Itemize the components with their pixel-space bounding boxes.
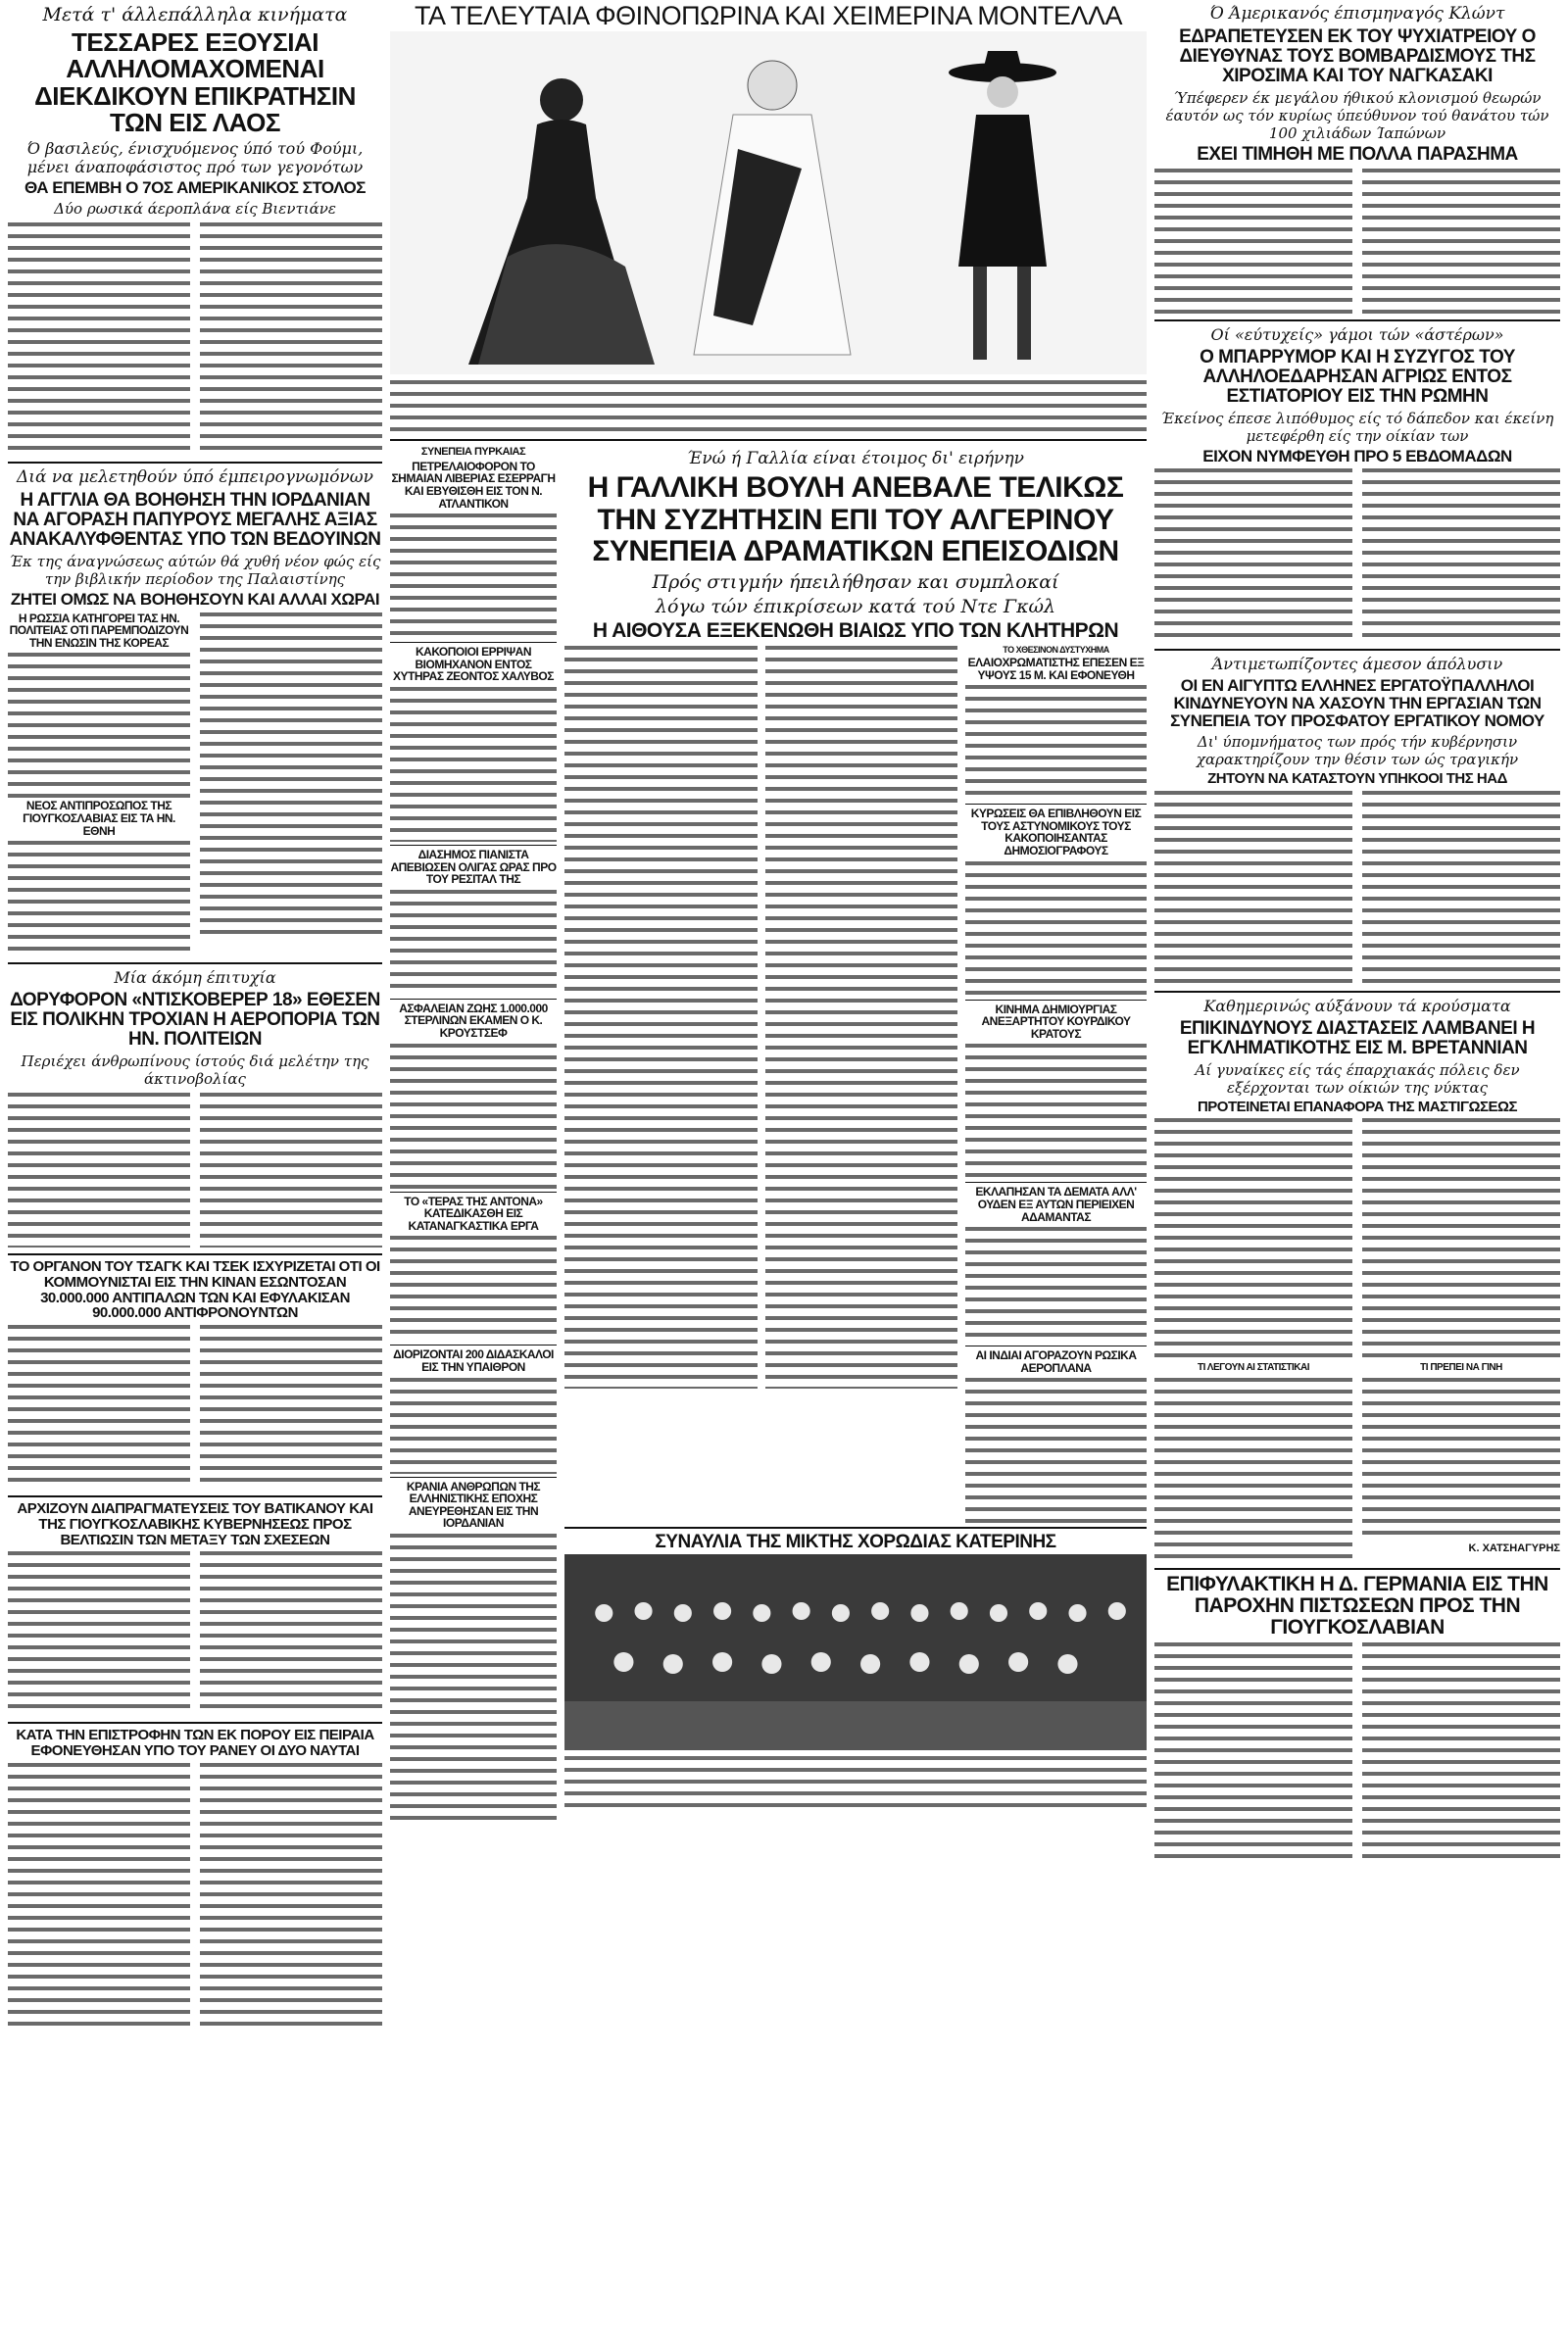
subhead-fleet: ΘΑ ΕΠΕΜΒΗ Ο 7ΟΣ ΑΜΕΡΙΚΑΝΙΚΟΣ ΣΤΟΛΟΣ: [24, 178, 366, 198]
headline-jordan: Η ΑΓΓΛΙΑ ΘΑ ΒΟΗΘΗΣΗ ΤΗΝ ΙΟΡΔΑΝΙΑΝ ΝΑ ΑΓΟΡΑΣΗ ΠΑΠΥΡΟΥΣ ΜΕΓΑΛΗΣ ΑΞΙΑΣ ΑΝΑΚΑΛΥΦΘΕΝΤΑΣ ΥΠΟ ΤΩΝ ΒΕΔΟΥΙΝΩΝ: [9, 490, 381, 550]
deck-satellite: Περιέχει άνθρωπίνους ίστούς διά μελέτην της άκτινοβολίας: [21, 1052, 369, 1089]
left-column: [8, 0, 382, 2349]
article-body: [200, 220, 382, 456]
article-body: [1154, 1116, 1352, 1361]
article-body: [965, 1042, 1147, 1179]
kicker-stars: Οί «εύτυχείς» γάμοι τών «άστέρων»: [1210, 324, 1504, 344]
article-body: [390, 1042, 557, 1189]
article-body: [8, 1761, 190, 2026]
headline-fashion: ΤΑ ΤΕΛΕΥΤΑΙΑ ΦΘΙΝΟΠΩΡΙΝΑ ΚΑΙ ΧΕΙΜΕΡΙΝΑ ΜΟΝΤΕΛΛΑ: [415, 1, 1122, 30]
article-body: [200, 1323, 382, 1490]
kicker-main: Ένώ ή Γαλλία είναι έτοιμος δι' ειρήνην: [687, 449, 1024, 469]
fashion-photo: [390, 31, 1147, 374]
deck-jordan: Έκ της άναγνώσεως αύτών θά χυθή νέον φώς είς την βιβλικήν περίοδον της Παλαιστίνης: [9, 552, 381, 588]
headline-satellite: ΔΟΡΥΦΟΡΟΝ «ΝΤΙΣΚΟΒΕΡΕΡ 18» ΕΘΕΣΕΝ ΕΙΣ ΠΟΛΙΚΗΝ ΤΡΟΧΙΑΝ Η ΑΕΡΟΠΟΡΙΑ ΤΩΝ ΗΝ. ΠΟΛΙΤΕΙΩΝ: [10, 990, 380, 1051]
headline-barrymore: Ο ΜΠΑΡΡΥΜΟΡ ΚΑΙ Η ΣΥΖΥΓΟΣ ΤΟΥ ΑΛΛΗΛΟΕΔΑΡΗΣΑΝ ΑΓΡΙΩΣ ΕΝΤΟΣ ΕΣΤΙΑΤΟΡΙΟΥ ΕΙΣ ΤΗΝ ΡΩΜΗΝ: [1200, 346, 1515, 407]
headline-industrialist: ΚΑΚΟΠΟΙΟΙ ΕΡΡΙΨΑΝ ΒΙΟΜΗΧΑΝΟΝ ΕΝΤΟΣ ΧΥΤΗΡΑΣ ΖΕΟΝΤΟΣ ΧΑΛΥΒΟΣ: [393, 645, 554, 684]
subhead-jordan: ΖΗΤΕΙ ΟΜΩΣ ΝΑ ΒΟΗΘΗΣΟΥΝ ΚΑΙ ΑΛΛΑΙ ΧΩΡΑΙ: [10, 589, 380, 609]
kicker-claude: Ό Άμερικανός έπισμηναγός Κλώντ: [1209, 4, 1505, 24]
subhead-flogging: ΠΡΟΤΕΙΝΕΤΑΙ ΕΠΑΝΑΦΟΡΑ ΤΗΣ ΜΑΣΤΙΓΩΣΕΩΣ: [1197, 1098, 1518, 1115]
article-body: [8, 651, 190, 798]
headline-main-2: Η ΑΙΘΟΥΣΑ ΕΞΕΚΕΝΩΘΗ ΒΙΑΙΩΣ ΥΠΟ ΤΩΝ ΚΛΗΤΗΡΩΝ: [592, 618, 1119, 642]
article-body: [390, 685, 557, 842]
headline-germany: ΕΠΙΦΥΛΑΚΤΙΚΗ Η Δ. ΓΕΡΜΑΝΙΑ ΕΙΣ ΤΗΝ ΠΑΡΟΧΗΝ ΠΙΣΤΩΣΕΩΝ ΠΡΟΣ ΤΗΝ ΓΙΟΥΓΚΟΣΛΑΒΙΑΝ: [1166, 1572, 1548, 1639]
center-sub-left: [390, 445, 557, 1826]
article-body: [390, 512, 557, 639]
article-body: [965, 859, 1147, 997]
kicker-crime: Καθημερινώς αύξάνουν τά κρούσματα: [1203, 996, 1511, 1015]
article-body: [1362, 167, 1560, 314]
headline-kurdish: ΚΙΝΗΜΑ ΔΗΜΙΟΥΡΓΙΑΣ ΑΝΕΞΑΡΤΗΤΟΥ ΚΟΥΡΔΙΚΟΥ ΚΡΑΤΟΥΣ: [981, 1002, 1131, 1041]
byline: Κ. ΧΑΤΣΗΑΓΥΡΗΣ: [1468, 1542, 1560, 1554]
deck-hiroshima: Ύπέφερεν έκ μεγάλου ήθικού κλονισμού θεωρών έαυτόν ως τόν κυρίως ύπεύθυνον τού θανάτου τών 100 χιλιάδων Ίαπώνων: [1165, 88, 1549, 142]
article-body: [390, 1532, 557, 1826]
headline-laos: ΤΕΣΣΑΡΕΣ ΕΞΟΥΣΙΑΙ ΑΛΛΗΛΟΜΑΧΟΜΕΝΑΙ ΔΙΕΚΔΙΚΟΥΝ ΕΠΙΚΡΑΤΗΣΙΝ ΤΩΝ ΕΙΣ ΛΑΟΣ: [34, 27, 356, 137]
headline-monster: ΤΟ «ΤΕΡΑΣ ΤΗΣ ΑΝΤΟΝΑ» ΚΑΤΕΔΙΚΑΣΘΗ ΕΙΣ ΚΑΤΑΝΑΓΚΑΣΤΙΚΑ ΕΡΓΑ: [404, 1194, 543, 1233]
article-body: [965, 1376, 1147, 1523]
headline-india: ΑΙ ΙΝΔΙΑΙ ΑΓΟΡΑΖΟΥΝ ΡΩΣΙΚΑ ΑΕΡΟΠΛΑΝΑ: [975, 1348, 1137, 1375]
headline-sailors: ΚΑΤΑ ΤΗΝ ΕΠΙΣΤΡΟΦΗΝ ΤΩΝ ΕΚ ΠΟΡΟΥ ΕΙΣ ΠΕΙΡΑΙΑ ΕΦΟΝΕΥΘΗΣΑΝ ΥΠΟ ΤΟΥ ΡΑΝΕΥ ΟΙ ΔΥΟ ΝΑΥΤΑΙ: [16, 1727, 374, 1760]
headline-teachers: ΔΙΟΡΙΖΟΝΤΑΙ 200 ΔΙΔΑΣΚΑΛΟΙ ΕΙΣ ΤΗΝ ΥΠΑΙΘΡΟΝ: [393, 1347, 554, 1374]
article-body: [1154, 1640, 1352, 1866]
headline-china: ΤΟ ΟΡΓΑΝΟΝ ΤΟΥ ΤΣΑΓΚ ΚΑΙ ΤΣΕΚ ΙΣΧΥΡΙΖΕΤΑΙ ΟΤΙ ΟΙ ΚΟΜΜΟΥΝΙΣΤΑΙ ΕΙΣ ΤΗΝ ΚΙΝΑΝ ΕΣΩΝΤΟΣΑΝ 30.000.000 ΑΝΤΙΠΑΛΩΝ ΤΩΝ ΚΑΙ ΕΦΥΛΑΚΙΣΑΝ 90.000.000 ΑΝΤΙΦΡΟΝΟΥΝΤΩΝ: [10, 1258, 380, 1322]
headline-police: ΚΥΡΩΣΕΙΣ ΘΑ ΕΠΙΒΛΗΘΟΥΝ ΕΙΣ ΤΟΥΣ ΑΣΤΥΝΟΜΙΚΟΥΣ ΤΟΥΣ ΚΑΚΟΠΟΙΗΣΑΝΤΑΣ ΔΗΜΟΣΙΟΓΡΑΦΟΥΣ: [970, 807, 1142, 857]
article-body: [1362, 1376, 1560, 1542]
article-body: [8, 1549, 190, 1716]
deck-laos: Ό βασιλεύς, ένισχυόμενος ύπό τού Φούμι, μένει άναποφάσιστος πρό των γεγονότων: [26, 139, 364, 177]
kicker-accident: ΤΟ ΧΘΕΣΙΝΟΝ ΔΥΣΤΥΧΗΜΑ: [1003, 644, 1109, 655]
article-body: [965, 683, 1147, 801]
main-story: [564, 445, 1147, 1826]
article-body: [765, 644, 958, 1389]
subhead-medals: ΕΧΕΙ ΤΙΜΗΘΗ ΜΕ ΠΟΛΛΑ ΠΑΡΑΣΗΜΑ: [1197, 143, 1518, 165]
choir-image: [564, 1554, 1147, 1750]
headline-korea: Η ΡΩΣΣΙΑ ΚΑΤΗΓΟΡΕΙ ΤΑΣ ΗΝ. ΠΟΛΙΤΕΙΑΣ ΟΤΙ ΠΑΡΕΜΠΟΔΙΖΟΥΝ ΤΗΝ ΕΝΩΣΙΝ ΤΗΣ ΚΟΡΕΑΣ: [9, 611, 189, 650]
article-body: [200, 1091, 382, 1248]
article-body: [1362, 1116, 1560, 1361]
headline-insurance: ΑΣΦΑΛΕΙΑΝ ΖΩΗΣ 1.000.000 ΣΤΕΡΛΙΝΩΝ ΕΚΑΜΕΝ Ο Κ. ΚΡΟΥΣΤΣΕΦ: [399, 1001, 548, 1041]
article-body: [1362, 466, 1560, 643]
headline-skulls: ΚΡΑΝΙΑ ΑΝΘΡΩΠΩΝ ΤΗΣ ΕΛΛΗΝΙΣΤΙΚΗΣ ΕΠΟΧΗΣ ΑΝΕΥΡΕΘΗΣΑΝ ΕΙΣ ΤΗΝ ΙΟΡΔΑΝΙΑΝ: [406, 1479, 541, 1531]
headline-concert: ΣΥΝΑΥΛΙΑ ΤΗΣ ΜΙΚΤΗΣ ΧΟΡΩΔΙΑΣ ΚΑΤΕΡΙΝΗΣ: [655, 1532, 1056, 1553]
subhead-married: ΕΙΧΟΝ ΝΥΜΦΕΥΘΗ ΠΡΟ 5 ΕΒΔΟΜΑΔΩΝ: [1202, 446, 1512, 465]
headline-vatican: ΑΡΧΙΖΟΥΝ ΔΙΑΠΡΑΓΜΑΤΕΥΣΕΙΣ ΤΟΥ ΒΑΤΙΚΑΝΟΥ ΚΑΙ ΤΗΣ ΓΙΟΥΓΚΟΣΛΑΒΙΚΗΣ ΚΥΒΕΡΝΗΣΕΩΣ ΠΡΟΣ ΒΕΛΤΙΩΣΙΝ ΤΩΝ ΜΕΤΑΞΥ ΤΩΝ ΣΧΕΣΕΩΝ: [17, 1500, 373, 1548]
article-body: [1154, 167, 1352, 314]
kicker-satellite: Μία άκόμη έπιτυχία: [114, 968, 276, 988]
article-body: [1154, 789, 1352, 985]
article-body: [200, 1761, 382, 2026]
article-body: [390, 888, 557, 996]
deck-egypt: Δι' ύπομνήματος των πρός τήν κυβέρνησιν χαρακτηρίζουν την θέσιν των ώς τραγικήν: [1196, 732, 1519, 768]
subhead-statistics: ΤΙ ΛΕΓΟΥΝ ΑΙ ΣΤΑΤΙΣΤΙΚΑΙ: [1198, 1362, 1309, 1374]
deck-crime: Αί γυναίκες είς τάς έπαρχιακάς πόλεις δεν εξέρχονται των οίκιών της νύκτας: [1195, 1060, 1520, 1097]
article-body: [8, 1323, 190, 1490]
article-body: [1154, 466, 1352, 643]
kicker-laos: Μετά τ' άλλεπάλληλα κινήματα: [42, 4, 348, 25]
subhead-what-to-do: ΤΙ ΠΡΕΠΕΙ ΝΑ ΓΙΝΗ: [1420, 1362, 1502, 1374]
headline-egypt: ΟΙ ΕΝ ΑΙΓΥΠΤΩ ΕΛΛΗΝΕΣ ΕΡΓΑΤΟΫΠΑΛΛΗΛΟΙ ΚΙΝΔΥΝΕΥΟΥΝ ΝΑ ΧΑΣΟΥΝ ΤΗΝ ΕΡΓΑΣΙΑΝ ΤΩΝ ΣΥΝΕΠΕΙΑ ΤΟΥ ΠΡΟΣΦΑΤΟΥ ΕΡΓΑΤΙΚΟΥ ΝΟΜΟΥ: [1170, 676, 1544, 731]
article-body: [1362, 1640, 1560, 1866]
article-body: [390, 1234, 557, 1342]
deck-main-2: λόγω τών έπικρίσεων κατά τού Ντε Γκώλ: [655, 595, 1056, 617]
article-body: [564, 1754, 1147, 1813]
headline-crime: ΕΠΙΚΙΝΔΥΝΟΥΣ ΔΙΑΣΤΑΣΕΙΣ ΛΑΜΒΑΝΕΙ Η ΕΓΚΛΗΜΑΤΙΚΟΤΗΣ ΕΙΣ Μ. ΒΡΕΤΑΝΝΙΑΝ: [1179, 1017, 1536, 1058]
headline-pianist: ΔΙΑΣΗΜΟΣ ΠΙΑΝΙΣΤΑ ΑΠΕΒΙΩΣΕΝ ΟΛΙΓΑΣ ΩΡΑΣ ΠΡΟ ΤΟΥ ΡΕΣΙΤΑΛ ΤΗΣ: [390, 848, 557, 887]
headline-diamonds: ΕΚΛΑΠΗΣΑΝ ΤΑ ΔΕΜΑΤΑ ΑΛΛ' ΟΥΔΕΝ ΕΞ ΑΥΤΩΝ ΠΕΡΙΕΙΧΕΝ ΑΔΑΜΑΝΤΑΣ: [975, 1185, 1137, 1224]
headline-yugoslav-un: ΝΕΟΣ ΑΝΤΙΠΡΟΣΩΠΟΣ ΤΗΣ ΓΙΟΥΓΚΟΣΛΑΒΙΑΣ ΕΙΣ ΤΑ ΗΝ. ΕΘΝΗ: [23, 799, 175, 838]
article-body: [1154, 1376, 1352, 1562]
headline-main: Η ΓΑΛΛΙΚΗ ΒΟΥΛΗ ΑΝΕΒΑΛΕ ΤΕΛΙΚΩΣ ΤΗΝ ΣΥΖΗΤΗΣΙΝ ΕΠΙ ΤΟΥ ΑΛΓΕΡΙΝΟΥ ΣΥΝΕΠΕΙΑ ΔΡΑΜΑΤΙΚΩΝ ΕΠΕΙΣΟΔΙΩΝ: [587, 471, 1124, 568]
kicker-jordan: Διά να μελετηθούν ύπό έμπειρογνωμόνων: [17, 467, 373, 488]
headline-tanker: ΠΕΤΡΕΛΑΙΟΦΟΡΟΝ ΤΟ ΣΗΜΑΙΑΝ ΛΙΒΕΡΙΑΣ ΕΣΕΡΡΑΓΗ ΚΑΙ ΕΒΥΘΙΣΘΗ ΕΙΣ ΤΟΝ Ν. ΑΤΛΑΝΤΙΚΟΝ: [391, 459, 556, 511]
kicker-fire: ΣΥΝΕΠΕΙΑ ΠΥΡΚΑΙΑΣ: [420, 446, 526, 459]
article-body: [8, 220, 190, 456]
deck-main: Πρός στιγμήν ήπειλήθησαν και συμπλοκαί: [652, 570, 1059, 593]
right-column: [1154, 0, 1560, 2349]
article-body: [564, 644, 758, 1389]
article-body: [8, 839, 190, 956]
deck-planes: Δύο ρωσικά άεροπλάνα είς Βιεντιάνε: [54, 200, 336, 219]
choir-photo: [564, 1554, 1147, 1750]
fashion-models-image: [390, 31, 1147, 374]
kicker-egypt: Άντιμετωπίζοντες άμεσον άπόλυσιν: [1211, 655, 1503, 674]
article-body: [1362, 789, 1560, 985]
headline-painter: ΕΛΑΙΟΧΡΩΜΑΤΙΣΤΗΣ ΕΠΕΣΕΝ ΕΞ ΥΨΟΥΣ 15 Μ. ΚΑΙ ΕΦΟΝΕΥΘΗ: [967, 656, 1145, 682]
article-body: [200, 611, 382, 934]
deck-barrymore: Έκείνος έπεσε λιπόθυμος είς τό δάπεδον και έκείνη μετεφέρθη είς την οίκίαν των: [1160, 409, 1554, 445]
center-column: [390, 0, 1147, 2349]
headline-hiroshima: ΕΔΡΑΠΕΤΕΥΣΕΝ ΕΚ ΤΟΥ ΨΥΧΙΑΤΡΕΙΟΥ Ο ΔΙΕΥΘΥΝΑΣ ΤΟΥΣ ΒΟΜΒΑΡΔΙΣΜΟΥΣ ΤΗΣ ΧΙΡΟΣΙΜΑ ΚΑΙ ΤΟΥ ΝΑΓΚΑΣΑΚΙ: [1179, 26, 1536, 86]
article-body: [965, 1225, 1147, 1343]
article-body: [8, 1091, 190, 1248]
article-body: [390, 1376, 557, 1474]
photo-caption: [390, 378, 1147, 435]
subhead-egypt: ΖΗΤΟΥΝ ΝΑ ΚΑΤΑΣΤΟΥΝ ΥΠΗΚΟΟΙ ΤΗΣ ΗΑΔ: [1207, 769, 1507, 787]
article-body: [200, 1549, 382, 1716]
